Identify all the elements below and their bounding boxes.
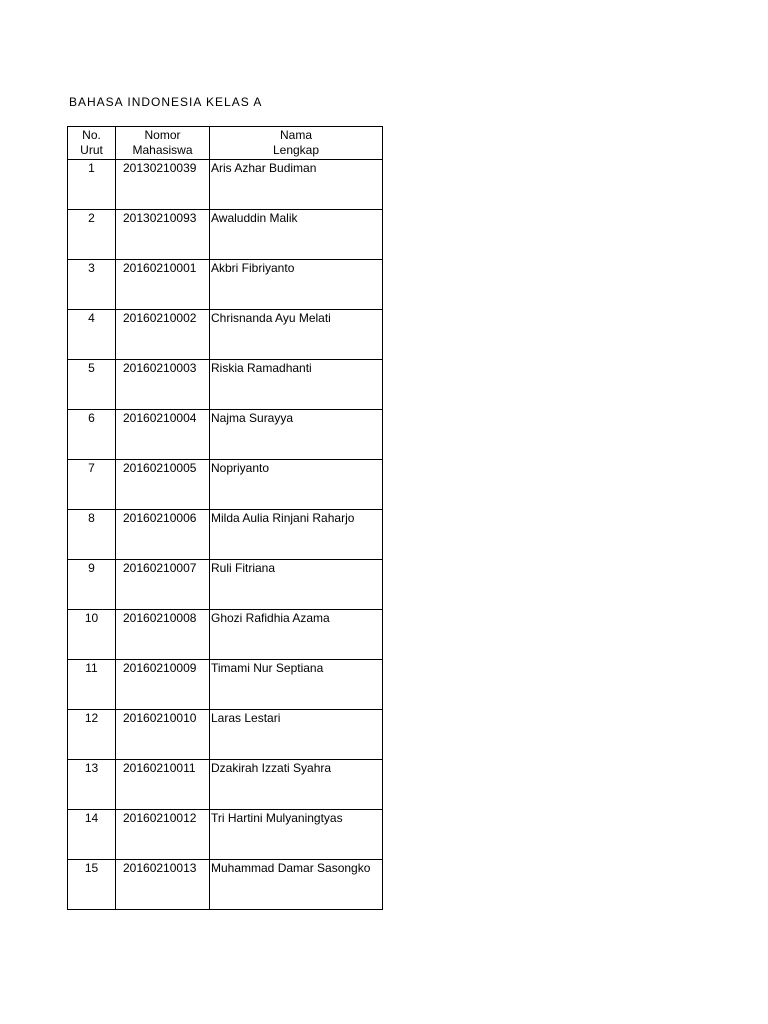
cell-no-urut: 2 xyxy=(68,210,116,260)
cell-nomor-mahasiswa: 20130210039 xyxy=(116,160,210,210)
column-header-nomor-mahasiswa xyxy=(116,127,210,160)
cell-nama-lengkap: Najma Surayya xyxy=(210,410,383,460)
table-row xyxy=(68,360,383,410)
cell-no-urut: 1 xyxy=(68,160,116,210)
cell-no-urut: 12 xyxy=(68,710,116,760)
column-header-line: Nomor xyxy=(144,128,181,142)
cell-nama-lengkap: Aris Azhar Budiman xyxy=(210,160,383,210)
cell-no-urut: 4 xyxy=(68,310,116,360)
table-row xyxy=(68,810,383,860)
column-header-line: Lengkap xyxy=(272,143,320,157)
cell-nomor-mahasiswa: 20160210011 xyxy=(116,760,210,810)
table-row xyxy=(68,260,383,310)
cell-nomor-mahasiswa: 20160210005 xyxy=(116,460,210,510)
document-title: BAHASA INDONESIA KELAS A xyxy=(69,95,263,109)
cell-nomor-mahasiswa: 20160210009 xyxy=(116,660,210,710)
table-header-row xyxy=(68,127,383,160)
column-header-no-urut xyxy=(68,127,116,160)
cell-nomor-mahasiswa: 20160210006 xyxy=(116,510,210,560)
cell-nomor-mahasiswa: 20130210093 xyxy=(116,210,210,260)
column-header-line: Urut xyxy=(80,143,103,157)
table-row xyxy=(68,710,383,760)
cell-nama-lengkap: Muhammad Damar Sasongko xyxy=(210,860,383,910)
cell-nomor-mahasiswa: 20160210002 xyxy=(116,310,210,360)
cell-nama-lengkap: Nopriyanto xyxy=(210,460,383,510)
column-header-line: Mahasiswa xyxy=(132,143,193,157)
cell-no-urut: 11 xyxy=(68,660,116,710)
cell-no-urut: 9 xyxy=(68,560,116,610)
table-header xyxy=(68,127,383,160)
cell-no-urut: 7 xyxy=(68,460,116,510)
table-row xyxy=(68,510,383,560)
cell-nama-lengkap: Tri Hartini Mulyaningtyas xyxy=(210,810,383,860)
table-body xyxy=(68,160,383,910)
cell-no-urut: 15 xyxy=(68,860,116,910)
cell-no-urut: 6 xyxy=(68,410,116,460)
cell-no-urut: 14 xyxy=(68,810,116,860)
cell-no-urut: 10 xyxy=(68,610,116,660)
cell-no-urut: 3 xyxy=(68,260,116,310)
table-row xyxy=(68,160,383,210)
table-row xyxy=(68,860,383,910)
cell-nama-lengkap: Akbri Fibriyanto xyxy=(210,260,383,310)
cell-nomor-mahasiswa: 20160210007 xyxy=(116,560,210,610)
cell-nama-lengkap: Riskia Ramadhanti xyxy=(210,360,383,410)
cell-no-urut: 8 xyxy=(68,510,116,560)
table-row xyxy=(68,610,383,660)
cell-nama-lengkap: Timami Nur Septiana xyxy=(210,660,383,710)
cell-nama-lengkap: Laras Lestari xyxy=(210,710,383,760)
cell-nama-lengkap: Chrisnanda Ayu Melati xyxy=(210,310,383,360)
student-roster-table xyxy=(67,126,383,910)
column-header-nama-lengkap xyxy=(210,127,383,160)
cell-nomor-mahasiswa: 20160210013 xyxy=(116,860,210,910)
table-row xyxy=(68,660,383,710)
table-row xyxy=(68,460,383,510)
cell-nama-lengkap: Ruli Fitriana xyxy=(210,560,383,610)
column-header-line: Nama xyxy=(279,128,312,142)
cell-nama-lengkap: Milda Aulia Rinjani Raharjo xyxy=(210,510,383,560)
table-row xyxy=(68,410,383,460)
table-row xyxy=(68,210,383,260)
table-row xyxy=(68,560,383,610)
cell-nama-lengkap: Ghozi Rafidhia Azama xyxy=(210,610,383,660)
column-header-line: No. xyxy=(82,128,101,142)
cell-nomor-mahasiswa: 20160210008 xyxy=(116,610,210,660)
cell-nomor-mahasiswa: 20160210003 xyxy=(116,360,210,410)
cell-no-urut: 5 xyxy=(68,360,116,410)
cell-nama-lengkap: Awaluddin Malik xyxy=(210,210,383,260)
cell-nama-lengkap: Dzakirah Izzati Syahra xyxy=(210,760,383,810)
cell-nomor-mahasiswa: 20160210004 xyxy=(116,410,210,460)
table-row xyxy=(68,310,383,360)
cell-no-urut: 13 xyxy=(68,760,116,810)
table-row xyxy=(68,760,383,810)
cell-nomor-mahasiswa: 20160210010 xyxy=(116,710,210,760)
cell-nomor-mahasiswa: 20160210001 xyxy=(116,260,210,310)
cell-nomor-mahasiswa: 20160210012 xyxy=(116,810,210,860)
